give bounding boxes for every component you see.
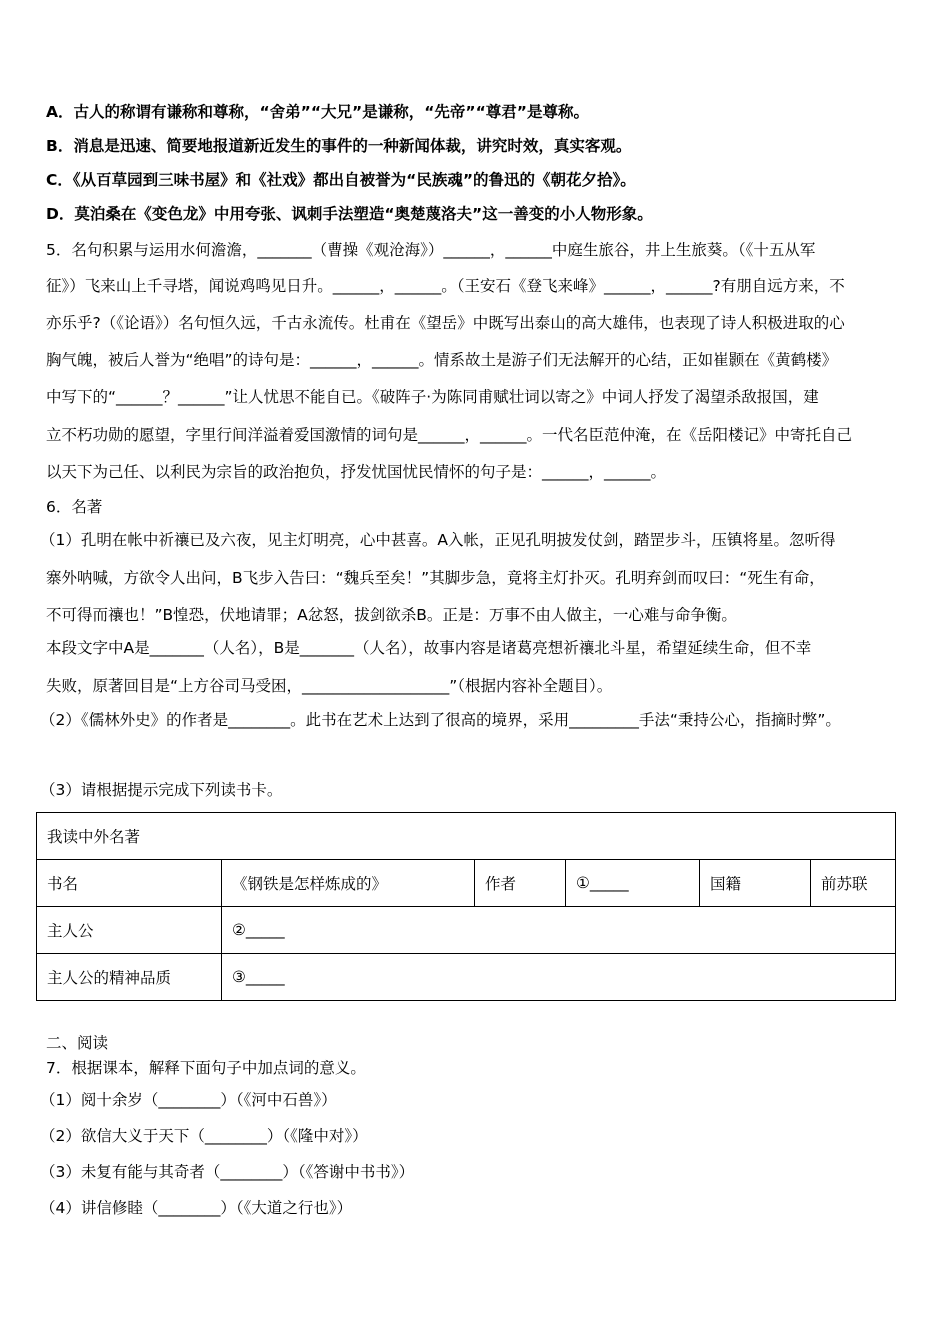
- reading-card-table: [36, 812, 896, 1001]
- q6-line: 寨外呐喊，方欲令人出问，B飞步入告曰：“魏兵至矣！”其脚步急，竟将主灯扑灭。孔明弃剑而叹曰：“死生有命，: [46, 569, 825, 587]
- book-label: 书名: [37, 860, 222, 907]
- spirit-blank[interactable]: ③_____: [222, 954, 896, 1001]
- q5-line: 以天下为己任、以利民为宗旨的政治抱负，抒发忧国忧民情怀的句子是：______，______。: [46, 463, 667, 481]
- card-title: 我读中外名著: [37, 813, 896, 860]
- author-label: 作者: [475, 860, 566, 907]
- q6-line: （3）请根据提示完成下列读书卡。: [40, 781, 283, 799]
- q6-line: 不可得而禳也！”B惶恐，伏地请罪；A忿怒，拔剑欲杀B。正是：万事不由人做主，一心难与命争衡。: [46, 606, 737, 624]
- q6-line: （1）孔明在帐中祈禳已及六夜，见主灯明亮，心中甚喜。A入帐，正见孔明披发仗剑，踏罡步斗，压镇将星。忽听得: [40, 531, 836, 549]
- q7-item: （2）欲信大义于天下（________）（《隆中对》）: [40, 1127, 368, 1145]
- q5-line: 5．名句积累与运用水何澹澹，_______（曹操《观沧海》）______，______中庭生旅谷，井上生旅葵。（《十五从军: [46, 241, 816, 259]
- option-d: D．莫泊桑在《变色龙》中用夸张、讽刺手法塑造“奥楚蔑洛夫”这一善变的小人物形象。: [46, 205, 653, 223]
- q7-item: （3）未复有能与其奇者（________）（《答谢中书书》）: [40, 1163, 415, 1181]
- q6-line: （2）《儒林外史》的作者是________。此书在艺术上达到了很高的境界，采用_________手法“秉持公心，指摘时弊”。: [40, 711, 841, 729]
- q6-line: 失败，原著回目是“上方谷司马受困，___________________”（根据内容补全题目）。: [46, 677, 613, 695]
- q5-line: 胸气魄，被后人誉为“绝唱”的诗句是：______，______。情系故土是游子们无法解开的心结，正如崔颢在《黄鹤楼》: [46, 351, 838, 369]
- q7-item: （4）讲信修睦（________）（《大道之行也》）: [40, 1199, 353, 1217]
- author-blank[interactable]: ①_____: [566, 860, 700, 907]
- spirit-label: 主人公的精神品质: [37, 954, 222, 1001]
- q6-heading: 6．名著: [46, 498, 103, 516]
- q7-item: （1）阅十余岁（________）（《河中石兽》）: [40, 1091, 337, 1109]
- section-heading: 二、阅读: [46, 1034, 109, 1052]
- q5-line: 亦乐乎?（《论语》）名句恒久远，千古永流传。杜甫在《望岳》中既写出泰山的高大雄伟，也表现了诗人积极进取的心: [46, 314, 845, 332]
- nation-label: 国籍: [700, 860, 811, 907]
- option-b: B．消息是迅速、简要地报道新近发生的事件的一种新闻体裁，讲究时效，真实客观。: [46, 137, 632, 155]
- hero-blank[interactable]: ②_____: [222, 907, 896, 954]
- option-c: C．《从百草园到三味书屋》和《社戏》都出自被誉为“民族魂”的鲁迅的《朝花夕拾》。: [46, 171, 636, 189]
- book-value: 《钢铁是怎样炼成的》: [222, 860, 475, 907]
- q5-line: 中写下的“______？______”让人忧思不能自已。《破阵子·为陈同甫赋壮词以寄之》中词人抒发了渴望杀敌报国，建: [46, 388, 819, 406]
- q5-line: 立不朽功勋的愿望，字里行间洋溢着爱国激情的词句是______，______。一代名臣范仲淹，在《岳阳楼记》中寄托自己: [46, 426, 853, 444]
- q7-heading: 7．根据课本，解释下面句子中加点词的意义。: [46, 1059, 366, 1077]
- hero-label: 主人公: [37, 907, 222, 954]
- nation-value: 前苏联: [811, 860, 896, 907]
- q6-line: 本段文字中A是_______（人名），B是_______（人名），故事内容是诸葛亮想祈禳北斗星，希望延续生命，但不幸: [46, 639, 812, 657]
- q5-line: 征》）飞来山上千寻塔，闻说鸡鸣见日升。______，______。（王安石《登飞来峰》______，______?有朋自远方来，不: [46, 277, 845, 295]
- option-a: A．古人的称谓有谦称和尊称，“舍弟”“大兄”是谦称，“先帝”“尊君”是尊称。: [46, 103, 589, 121]
